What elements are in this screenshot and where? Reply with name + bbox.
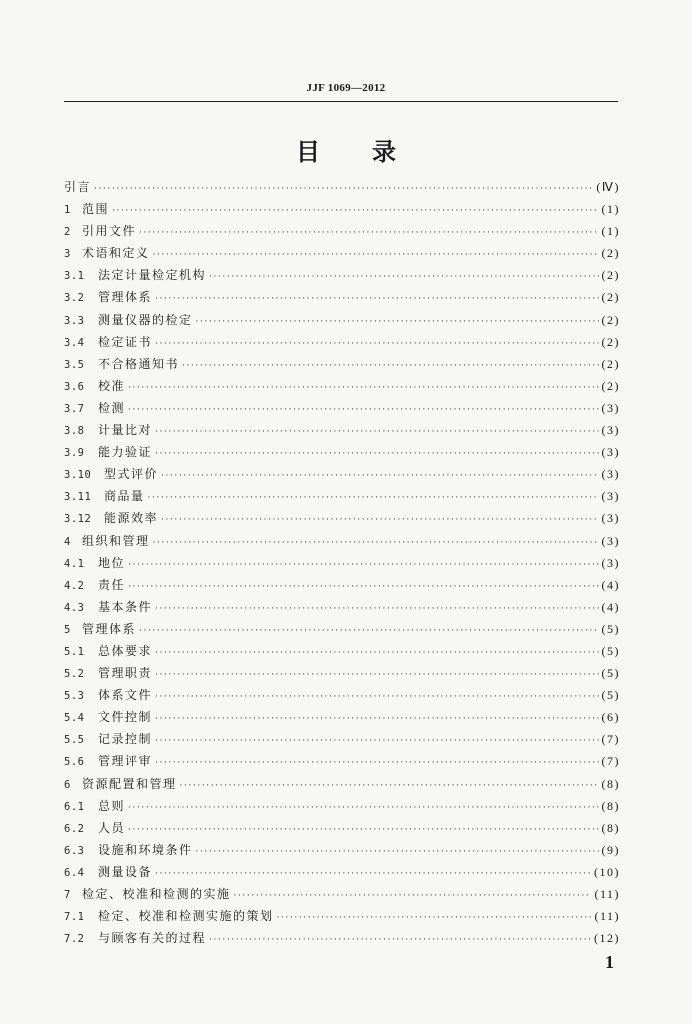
page-number: 1 xyxy=(605,952,614,972)
toc-entry-page: (3) xyxy=(601,533,620,548)
toc-entry-title: 管理评审 xyxy=(98,754,153,769)
toc-dot-leader xyxy=(153,532,599,554)
toc-dot-leader xyxy=(128,377,598,399)
toc-entry-number: 3.4 xyxy=(64,336,85,349)
toc-entry-page: (5) xyxy=(601,621,620,636)
toc-entry-title: 组织和管理 xyxy=(82,533,150,548)
header-rule xyxy=(64,101,618,102)
toc-entry-title: 检测 xyxy=(98,400,126,415)
toc-entry[interactable] xyxy=(64,397,620,419)
toc-entry-page: (2) xyxy=(601,268,620,283)
toc-dot-leader xyxy=(155,664,598,686)
toc-entry-number: 3.10 xyxy=(64,469,92,482)
toc-entry-title: 管理职责 xyxy=(98,666,153,681)
toc-dot-leader xyxy=(128,576,598,598)
toc-dot-leader xyxy=(155,288,598,310)
toc-dot-leader xyxy=(155,421,598,443)
toc-entry[interactable] xyxy=(64,773,620,795)
toc-entry-number: 3.6 xyxy=(64,380,85,393)
toc-entry-title: 与顾客有关的过程 xyxy=(98,931,207,946)
toc-entry[interactable] xyxy=(64,507,620,529)
toc-entry-title: 检定、校准和检测的实施 xyxy=(82,887,231,901)
toc-entry[interactable] xyxy=(64,176,620,198)
toc-entry-title: 检定、校准和检测实施的策划 xyxy=(98,909,274,924)
toc-entry-title: 测量设备 xyxy=(98,864,153,879)
toc-entry-page: (9) xyxy=(601,842,620,857)
toc-entry-title: 责任 xyxy=(98,577,126,592)
toc-entry-number: 7 xyxy=(64,889,71,901)
toc-entry-page: (12) xyxy=(594,931,620,946)
toc-entry-number: 3 xyxy=(64,248,71,261)
toc-entry-page: (5) xyxy=(601,666,620,681)
toc-entry-page: (1) xyxy=(601,202,620,217)
toc-entry-page: (8) xyxy=(601,820,620,835)
toc-entry-number: 5.6 xyxy=(64,756,85,769)
toc-dot-leader xyxy=(196,841,599,863)
toc-dot-leader xyxy=(155,752,598,774)
toc-dot-leader xyxy=(155,708,598,730)
toc-entry-number: 3.8 xyxy=(64,425,85,438)
toc-dot-leader xyxy=(155,642,598,664)
toc-entry-number: 4.1 xyxy=(64,557,85,570)
table-of-contents xyxy=(64,176,620,949)
title-char-1: 目 xyxy=(296,138,320,166)
toc-entry-number: 4 xyxy=(64,535,71,548)
toc-entry-number: 5.5 xyxy=(64,734,85,747)
toc-entry-number: 7.1 xyxy=(64,911,85,924)
toc-entry-number: 6 xyxy=(64,778,71,791)
toc-entry-number: 3.12 xyxy=(64,513,92,526)
toc-entry-number: 7.2 xyxy=(64,933,85,946)
toc-entry-page: (7) xyxy=(601,732,620,747)
toc-entry[interactable] xyxy=(64,817,620,839)
toc-entry-title: 测量仪器的检定 xyxy=(98,312,193,327)
toc-entry-title: 范围 xyxy=(82,202,110,217)
toc-dot-leader xyxy=(161,465,598,487)
toc-entry-number: 5.4 xyxy=(64,712,85,725)
toc-entry[interactable] xyxy=(64,485,620,507)
toc-entry-title: 总则 xyxy=(98,798,126,813)
toc-entry-number: 3.5 xyxy=(64,358,85,371)
toc-entry-title: 文件控制 xyxy=(98,710,153,725)
title-char-2: 录 xyxy=(372,138,396,166)
toc-entry-page: (5) xyxy=(601,643,620,658)
toc-entry-page: (2) xyxy=(601,290,620,305)
toc-dot-leader xyxy=(139,222,598,244)
toc-entry-page: (Ⅳ) xyxy=(596,180,620,194)
toc-entry-number: 3.2 xyxy=(64,292,85,305)
toc-entry-page: (3) xyxy=(601,467,620,482)
toc-dot-leader xyxy=(180,775,599,797)
toc-entry-title: 能源效率 xyxy=(104,511,159,526)
toc-entry-page: (1) xyxy=(601,224,620,239)
toc-entry-number: 6.1 xyxy=(64,800,85,813)
toc-entry[interactable] xyxy=(64,331,620,353)
toc-entry[interactable] xyxy=(64,640,620,662)
toc-entry-title: 校准 xyxy=(98,378,126,393)
toc-entry[interactable] xyxy=(64,905,620,927)
toc-dot-leader xyxy=(128,797,598,819)
toc-dot-leader xyxy=(139,620,598,642)
toc-entry[interactable] xyxy=(64,198,620,220)
toc-entry-number: 5 xyxy=(64,623,71,636)
toc-entry[interactable] xyxy=(64,419,620,441)
toc-entry[interactable] xyxy=(64,220,620,242)
toc-dot-leader xyxy=(128,399,598,421)
document-code-header: JJF 1069—2012 xyxy=(306,82,386,94)
toc-entry[interactable] xyxy=(64,795,620,817)
toc-entry-page: (2) xyxy=(601,312,620,327)
toc-entry-number: 5.3 xyxy=(64,690,85,703)
toc-dot-leader xyxy=(209,266,598,288)
toc-entry-page: (7) xyxy=(601,754,620,769)
toc-entry-number: 3.1 xyxy=(64,270,85,283)
toc-dot-leader xyxy=(155,598,598,620)
toc-dot-leader xyxy=(234,885,592,907)
toc-entry-page: (3) xyxy=(601,555,620,570)
toc-entry-number: 4.3 xyxy=(64,601,85,614)
toc-dot-leader xyxy=(182,355,598,377)
toc-entry[interactable] xyxy=(64,596,620,618)
toc-entry[interactable] xyxy=(64,883,620,905)
toc-entry[interactable] xyxy=(64,242,620,264)
toc-entry[interactable] xyxy=(64,309,620,331)
toc-entry-title: 人员 xyxy=(98,820,126,835)
toc-entry-title: 能力验证 xyxy=(98,445,153,460)
toc-entry-page: (2) xyxy=(601,378,620,393)
toc-entry-title: 术语和定义 xyxy=(82,246,150,261)
toc-entry[interactable] xyxy=(64,463,620,485)
toc-entry-title: 设施和环境条件 xyxy=(98,842,193,857)
toc-entry-page: (10) xyxy=(594,864,620,879)
toc-entry[interactable] xyxy=(64,574,620,596)
toc-dot-leader xyxy=(155,863,591,885)
toc-dot-leader xyxy=(153,244,599,266)
toc-entry[interactable] xyxy=(64,728,620,750)
toc-entry[interactable] xyxy=(64,684,620,706)
toc-entry-title: 检定证书 xyxy=(98,334,153,349)
toc-entry-number: 4.2 xyxy=(64,579,85,592)
toc-entry-page: (4) xyxy=(601,599,620,614)
toc-dot-leader xyxy=(209,929,591,951)
toc-entry-title: 管理体系 xyxy=(98,290,153,305)
toc-entry-number: 3.7 xyxy=(64,402,85,415)
toc-entry-page: (2) xyxy=(601,246,620,261)
toc-entry-title: 基本条件 xyxy=(98,599,153,614)
toc-entry[interactable] xyxy=(64,662,620,684)
toc-entry-title: 商品量 xyxy=(104,489,145,504)
toc-entry-page: (3) xyxy=(601,489,620,504)
toc-entry[interactable] xyxy=(64,750,620,772)
toc-entry[interactable] xyxy=(64,286,620,308)
toc-dot-leader xyxy=(128,554,598,576)
toc-entry-number: 1 xyxy=(64,204,71,217)
toc-entry-number: 5.1 xyxy=(64,645,85,658)
toc-entry-number: 3.9 xyxy=(64,447,85,460)
toc-entry-page: (11) xyxy=(594,909,620,924)
toc-entry-title: 引言 xyxy=(64,180,92,194)
toc-entry-page: (8) xyxy=(601,776,620,791)
toc-entry-page: (4) xyxy=(601,577,620,592)
toc-entry-title: 管理体系 xyxy=(82,621,137,636)
toc-dot-leader xyxy=(155,686,598,708)
toc-dot-leader xyxy=(161,509,598,531)
toc-entry-title: 总体要求 xyxy=(98,643,153,658)
toc-entry-number: 6.2 xyxy=(64,822,85,835)
toc-entry-page: (3) xyxy=(601,445,620,460)
toc-entry-number: 5.2 xyxy=(64,668,85,681)
toc-entry-title: 法定计量检定机构 xyxy=(98,268,207,283)
toc-entry-title: 地位 xyxy=(98,555,126,570)
toc-entry-page: (6) xyxy=(601,710,620,725)
page-title xyxy=(0,132,692,167)
toc-entry[interactable] xyxy=(64,927,620,949)
toc-entry-page: (2) xyxy=(601,334,620,349)
toc-entry-number: 6.3 xyxy=(64,844,85,857)
toc-entry-title: 体系文件 xyxy=(98,688,153,703)
toc-dot-leader xyxy=(94,178,593,200)
toc-dot-leader xyxy=(128,819,598,841)
toc-entry[interactable] xyxy=(64,353,620,375)
toc-entry-page: (3) xyxy=(601,423,620,438)
toc-entry-title: 型式评价 xyxy=(104,467,159,482)
toc-entry-page: (2) xyxy=(601,356,620,371)
toc-entry[interactable] xyxy=(64,706,620,728)
toc-dot-leader xyxy=(112,200,598,222)
toc-entry-number: 3.11 xyxy=(64,491,92,504)
toc-entry-number: 2 xyxy=(64,226,71,239)
toc-dot-leader xyxy=(148,487,599,509)
toc-entry-number: 6.4 xyxy=(64,866,85,879)
toc-entry-title: 记录控制 xyxy=(98,732,153,747)
toc-entry[interactable] xyxy=(64,861,620,883)
toc-entry-page: (3) xyxy=(601,400,620,415)
toc-entry[interactable] xyxy=(64,375,620,397)
toc-entry-page: (8) xyxy=(601,798,620,813)
toc-entry-page: (3) xyxy=(601,511,620,526)
toc-entry-page: (11) xyxy=(594,887,620,901)
toc-entry[interactable] xyxy=(64,618,620,640)
toc-entry[interactable] xyxy=(64,264,620,286)
toc-entry[interactable] xyxy=(64,530,620,552)
toc-dot-leader xyxy=(196,311,599,333)
toc-dot-leader xyxy=(155,730,598,752)
toc-entry-title: 引用文件 xyxy=(82,224,137,239)
toc-entry-title: 资源配置和管理 xyxy=(82,776,177,791)
toc-dot-leader xyxy=(155,443,598,465)
toc-entry-page: (5) xyxy=(601,688,620,703)
toc-entry-title: 计量比对 xyxy=(98,423,153,438)
toc-entry-title: 不合格通知书 xyxy=(98,356,180,371)
toc-dot-leader xyxy=(155,333,598,355)
toc-dot-leader xyxy=(277,907,592,929)
toc-entry[interactable] xyxy=(64,839,620,861)
toc-entry[interactable] xyxy=(64,441,620,463)
toc-entry[interactable] xyxy=(64,552,620,574)
toc-entry-number: 3.3 xyxy=(64,314,85,327)
